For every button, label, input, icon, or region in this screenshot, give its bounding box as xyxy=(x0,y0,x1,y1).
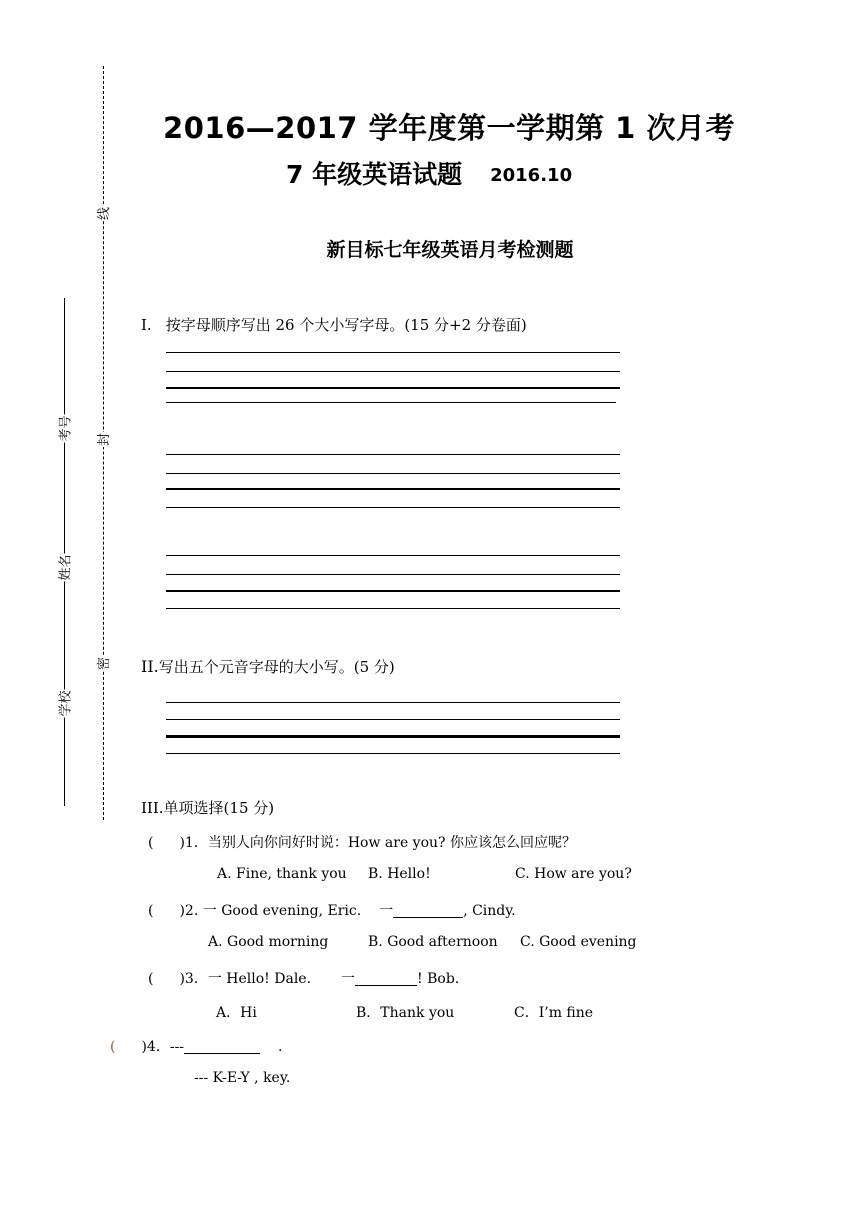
question-4-after: . xyxy=(278,1039,283,1055)
writing-line xyxy=(166,702,620,703)
question-4 xyxy=(110,1036,282,1056)
writing-line xyxy=(166,507,620,508)
question-1-text: )1．当别人向你问好时说：How are you? 你应该怎么回应呢？ xyxy=(179,835,576,851)
question-4-text: )4．--- xyxy=(141,1039,185,1055)
writing-line xyxy=(166,454,620,455)
answer-paren[interactable]: ( xyxy=(148,903,154,919)
writing-line xyxy=(166,387,620,389)
q1-option-c: C. How are you? xyxy=(515,866,632,882)
exam-subject-line xyxy=(286,155,572,191)
section2-number: II. xyxy=(141,657,159,676)
section1-heading xyxy=(141,314,527,335)
school-label: 学校 xyxy=(55,689,74,717)
answer-blank[interactable] xyxy=(393,902,463,918)
writing-line xyxy=(166,574,620,575)
question-2-text: )2. 一 Good evening, Eric. xyxy=(179,903,362,919)
binding-seal-char: 封 xyxy=(93,432,112,447)
student-info-line xyxy=(64,298,65,806)
q1-option-a: A. Fine, thank you xyxy=(217,866,347,882)
writing-line xyxy=(166,352,620,353)
binding-secret-char: 密 xyxy=(93,656,112,671)
q3-option-a: A．Hi xyxy=(216,1005,257,1021)
section3-heading: III.单项选择(15 分) xyxy=(141,799,275,817)
q3-option-b: B．Thank you xyxy=(356,1005,455,1021)
section1-instruction: 按字母顺序写出 26 个大小写字母。(15 分+2 分卷面) xyxy=(165,316,527,334)
exam-date: 2016.10 xyxy=(490,165,573,186)
question-3 xyxy=(148,968,459,988)
question-4-answer-line: --- K-E-Y , key. xyxy=(194,1070,291,1086)
exam-title: 2016—2017 学年度第一学期第 1 次月考 xyxy=(163,111,735,145)
answer-paren[interactable]: ( xyxy=(110,1039,116,1055)
question-2-dash: 一 xyxy=(379,903,394,919)
question-1 xyxy=(148,832,576,852)
writing-line xyxy=(166,719,620,720)
exam-number-label: 考号 xyxy=(55,414,74,442)
answer-paren[interactable]: ( xyxy=(148,835,154,851)
writing-line xyxy=(166,488,620,490)
q2-option-c: C. Good evening xyxy=(520,934,637,950)
exam-subtitle: 新目标七年级英语月考检测题 xyxy=(326,239,574,261)
exam-subject: 7 年级英语试题 xyxy=(286,160,463,189)
question-2 xyxy=(148,900,516,920)
question-3-after: ! Bob. xyxy=(417,971,460,987)
section1-number: I. xyxy=(141,316,152,334)
answer-blank[interactable] xyxy=(184,1038,260,1054)
writing-line xyxy=(166,753,620,754)
writing-line xyxy=(166,608,620,609)
writing-line xyxy=(166,371,620,372)
writing-line xyxy=(166,555,620,556)
section2-heading xyxy=(141,656,395,677)
name-label: 姓名 xyxy=(55,553,74,581)
answer-paren[interactable]: ( xyxy=(148,971,154,987)
writing-line xyxy=(166,473,620,474)
writing-line xyxy=(166,590,620,592)
section2-instruction: 写出五个元音字母的大小写。(5 分) xyxy=(158,658,395,676)
binding-line-char: 线 xyxy=(93,206,112,221)
writing-line xyxy=(166,402,616,403)
question-3-dash: 一 xyxy=(341,971,356,987)
q3-option-c: C．I’m fine xyxy=(514,1005,594,1021)
q2-option-a: A. Good morning xyxy=(208,934,329,950)
answer-blank[interactable] xyxy=(355,970,417,986)
writing-line xyxy=(166,735,620,738)
q2-option-b: B. Good afternoon xyxy=(368,934,498,950)
question-3-text: )3．一 Hello! Dale. xyxy=(179,971,312,987)
q1-option-b: B. Hello! xyxy=(368,866,431,882)
question-2-after: , Cindy. xyxy=(463,903,516,919)
